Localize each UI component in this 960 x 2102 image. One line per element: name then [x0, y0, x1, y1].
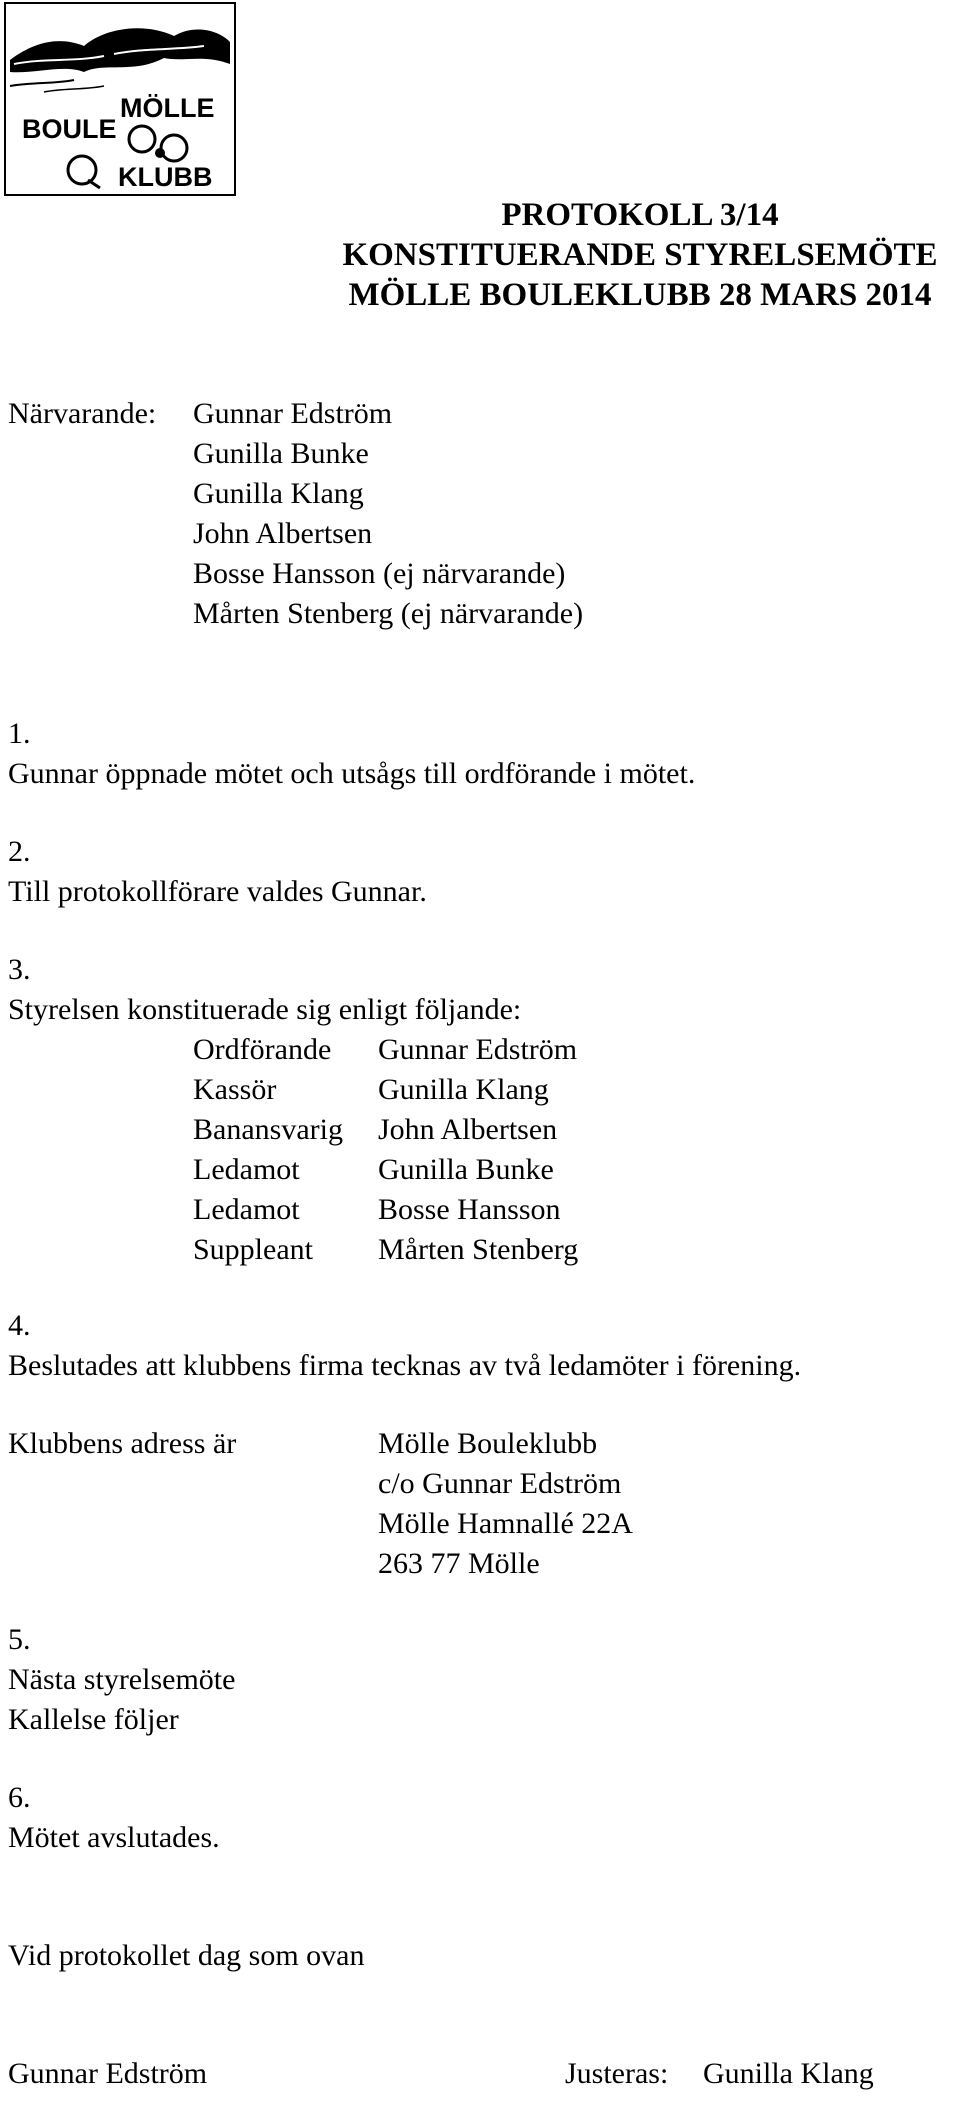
attendee-1: Gunnar Edström: [193, 397, 393, 430]
attendee-4: John Albertsen: [193, 517, 373, 550]
title-line-1: PROTOKOLL 3/14: [501, 197, 779, 233]
club-logo: [4, 2, 236, 196]
item-2-number: 2.: [8, 835, 31, 868]
attendee-6: Mårten Stenberg (ej närvarande): [193, 597, 584, 630]
item-3-text: Styrelsen konstituerade sig enligt följande:: [8, 993, 522, 1026]
attendee-5: Bosse Hansson (ej närvarande): [193, 557, 566, 590]
address-label: Klubbens adress är: [8, 1427, 237, 1460]
logo-word-boule: BOULE: [22, 114, 117, 144]
adjuster-label: Justeras:: [565, 2057, 669, 2090]
title-line-2: KONSTITUERANDE STYRELSEMÖTE: [342, 237, 938, 273]
title-line-3: MÖLLE BOULEKLUBB 28 MARS 2014: [348, 277, 932, 313]
item-4-text: Beslutades att klubbens firma tecknas av två ledamöter i förening.: [8, 1349, 802, 1382]
role-holder: Bosse Hansson: [378, 1193, 561, 1226]
item-6-number: 6.: [8, 1781, 31, 1814]
item-6-text: Mötet avslutades.: [8, 1821, 220, 1854]
role-label: Kassör: [193, 1073, 277, 1106]
address-line-3: Mölle Hamnallé 22A: [378, 1507, 633, 1540]
item-4-number: 4.: [8, 1309, 31, 1342]
logo-word-klubb: KLUBB: [118, 162, 213, 192]
logo-jack: [155, 148, 165, 158]
attendance-label: Närvarande:: [8, 397, 157, 430]
role-holder: Gunilla Bunke: [378, 1153, 554, 1186]
role-label: Suppleant: [193, 1233, 313, 1266]
logo-word-molle: MÖLLE: [120, 93, 215, 123]
item-2-text: Till protokollförare valdes Gunnar.: [8, 875, 427, 908]
adjuster-name: Gunilla Klang: [703, 2057, 874, 2090]
closing-statement: Vid protokollet dag som ovan: [8, 1939, 365, 1972]
role-label: Banansvarig: [193, 1113, 343, 1146]
role-holder: Gunnar Edström: [378, 1033, 578, 1066]
role-holder: Gunilla Klang: [378, 1073, 549, 1106]
item-5-number: 5.: [8, 1623, 31, 1656]
role-label: Ledamot: [193, 1193, 300, 1226]
signer-name: Gunnar Edström: [8, 2057, 208, 2090]
item-1-text: Gunnar öppnade mötet och utsågs till ordförande i mötet.: [8, 757, 696, 790]
role-holder: Mårten Stenberg: [378, 1233, 579, 1266]
role-label: Ordförande: [193, 1033, 332, 1066]
address-line-1: Mölle Bouleklubb: [378, 1427, 598, 1460]
address-line-4: 263 77 Mölle: [378, 1547, 540, 1580]
item-5-line-2: Kallelse följer: [8, 1703, 179, 1736]
role-label: Ledamot: [193, 1153, 300, 1186]
attendee-2: Gunilla Bunke: [193, 437, 369, 470]
address-line-2: c/o Gunnar Edström: [378, 1467, 622, 1500]
item-1-number: 1.: [8, 717, 31, 750]
item-5-line-1: Nästa styrelsemöte: [8, 1663, 236, 1696]
item-3-number: 3.: [8, 953, 31, 986]
attendee-3: Gunilla Klang: [193, 477, 364, 510]
role-holder: John Albertsen: [378, 1113, 558, 1146]
